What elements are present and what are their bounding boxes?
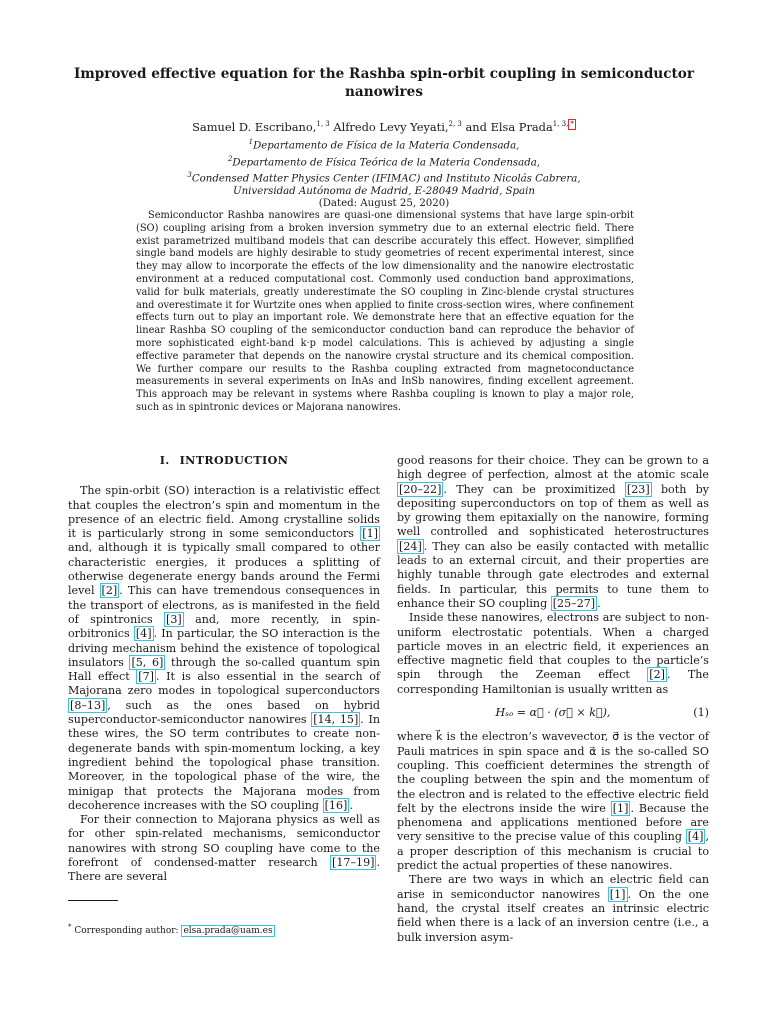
citation-link[interactable]: [7]	[138, 670, 154, 684]
affiliation-sup: 1, 3,	[552, 120, 569, 128]
citation-link[interactable]: [2]	[649, 668, 665, 682]
equation	[397, 706, 709, 720]
equation-expression: Hₛₒ = α⃗ · (σ⃗ × k⃗),	[495, 706, 611, 720]
dated-line: (Dated: August 25, 2020)	[318, 198, 450, 210]
footnote-text: Corresponding author:	[74, 926, 182, 936]
author-conjunction: and	[465, 119, 487, 134]
paragraph: There are two ways in which an electric field can arise in semiconductor nanowires [1] . On the one hand, the crystal itself creates an intrinsic electric field when there is a lack of an inversion centre (i.e., a bulk inversion asym-	[397, 873, 709, 944]
affiliation-text: Departamento de Física Teórica de la Materia Condensada,	[232, 157, 541, 169]
author-name: Elsa Prada	[490, 119, 553, 134]
citation-link[interactable]: [8–13]	[70, 698, 106, 712]
right-column	[397, 454, 709, 945]
footnote-link[interactable]: *	[570, 120, 574, 128]
affiliations	[70, 136, 698, 211]
citation-link[interactable]: [14, 15]	[313, 713, 359, 727]
affiliation-text: Condensed Matter Physics Center (IFIMAC) and Instituto Nicolás Cabrera,	[191, 173, 581, 185]
author-list	[70, 117, 698, 134]
citation-link[interactable]: [1]	[362, 527, 378, 541]
email-link[interactable]: elsa.prada@uam.es	[183, 926, 273, 936]
affiliation-line: Universidad Autónoma de Madrid, E-28049 Madrid, Spain	[233, 186, 535, 198]
section-heading	[68, 454, 380, 468]
author-name: Samuel D. Escribano,	[192, 119, 317, 134]
affiliation-sup: 1	[248, 138, 254, 146]
citation-link[interactable]: [16]	[324, 798, 348, 812]
equation-number: (1)	[693, 706, 709, 720]
citation-link[interactable]: [20–22]	[399, 482, 442, 496]
citation-link[interactable]: [1]	[609, 887, 626, 901]
paragraph: For their connection to Majorana physics as well as for other spin-related mechanisms, semiconductor nanowires with strong SO coupling have come to the forefront of condensed-matter research [17–19] . There are several	[68, 813, 380, 884]
footnote-rule	[68, 900, 118, 901]
section-number: I.	[159, 454, 170, 467]
paragraph: Inside these nanowires, electrons are subject to non-uniform electrostatic potentials. When a charged particle moves in an electric field, it experiences an effective magnetic field that couples to the particle’s spin through the Zeeman effect [2] . The corresponding Hamiltonian is usually written as	[397, 611, 709, 696]
affiliation-line	[70, 169, 698, 186]
paragraph: The spin-orbit (SO) interaction is a relativistic effect that couples the electron’s spin and momentum in the presence of an electric field. Among crystalline solids it is particularly strong in some semiconductors [1] and, although it is typically small compared to other characteristic energies, it produces a splitting of otherwise degenerate energy bands around the Fermi level [2] . This can have tremendous consequences in the transport of electrons, as is manifested in the field of spintronics [3] and, more recently, in spin-orbitronics [4] . In particular, the SO interaction is the driving mechanism behind the existence of topological insulators [5, 6] through the so-called quantum spin Hall effect [7] . It is also essential in the search of Majorana zero modes in topological superconductors [8–13] , such as the ones based on hybrid superconductor-semiconductor nanowires [14, 15] . In these wires, the SO term contributes to create non-degenerate bands with spin-momentum locking, a key ingredient behind the topological phase transition. Moreover, in the topological phase of the wire, the minigap that protects the Majorana modes from decoherence increases with the SO coupling [16] .	[68, 484, 381, 812]
abstract: Semiconductor Rashba nanowires are quasi-one dimensional systems that have large spin-orbit (SO) coupling arising from a broken inversion symmetry due to an external electric field. There exist parametrized multiband models that can describe accurately this effect. However, simplified single band models are highly desirable to study geometries of recent experimental interest, since they may allow to incorporate the effects of the low dimensionality and the nanowire electrostatic environment at a reduced computational cost. Commonly used conduction band approximations, valid for bulk materials, greatly underestimate the SO coupling in Zinc-blende crystal structures and overestimate it for Wurtzite ones when applied to finite cross-section wires, where confinement effects turn out to play an important role. We demonstrate here that an effective equation for the linear Rashba SO coupling of the semiconductor conduction band can reproduce the behavior of more sophisticated eight-band k·p model calculations. This is achieved by adjusting a single effective parameter that depends on the nanowire crystal structure and its chemical composition. We further compare our results to the Rashba coupling extracted from magnetoconductance measurements in several experiments on InAs and InSb nanowires, finding excellent agreement. This approach may be relevant in systems where Rashba coupling is known to play a major role, such as in spintronic devices or Majorana nanowires.	[136, 210, 634, 413]
section-title: INTRODUCTION	[179, 454, 289, 467]
citation-link[interactable]: [23]	[626, 482, 650, 496]
footnote-mark: *	[68, 923, 72, 931]
citation-link[interactable]: [25–27]	[552, 596, 596, 610]
affiliation-sup: 3	[187, 171, 192, 180]
author-name: Alfredo Levy Yeyati,	[333, 119, 449, 134]
affiliation-text: Departamento de Física de la Materia Condensada,	[253, 140, 520, 152]
affiliation-line	[70, 153, 698, 170]
citation-link[interactable]: [3]	[166, 612, 182, 626]
paragraph: good reasons for their choice. They can be grown to a high degree of perfection, almost at the atomic scale [20–22] . They can be proximitized [23] both by depositing superconductors on top of them as well as by growing them epitaxially on the nanowire, forming well controlled and sophisticated heterostructures [24] . They can also be easily contacted with metallic leads to an external circuit, and their properties are highly tunable through gate electrodes and external fields. In particular, this permits to tune them to enhance their SO coupling [25–27] .	[397, 454, 709, 610]
left-column	[68, 454, 380, 885]
citation-link[interactable]: [2]	[101, 584, 118, 598]
citation-link[interactable]: [5, 6]	[131, 655, 164, 669]
citation-link[interactable]: [4]	[687, 830, 704, 844]
affiliation-line	[70, 136, 698, 153]
paper-title: Improved effective equation for the Rashba spin-orbit coupling in semiconductor nanowires	[73, 66, 694, 100]
citation-link[interactable]: [17–19]	[332, 856, 375, 870]
affiliation-sup: 1, 3	[316, 120, 330, 128]
footnote	[68, 921, 275, 937]
paragraph: where k⃗ is the electron’s wavevector, σ⃗ is the vector of Pauli matrices in spin space and α⃗ is the so-called SO coupling. This coefficient determines the strength of the coupling between the spin and the momentum of the electron and is related to the effective electric field felt by the electrons inside the wire [1] . Because the phenomena and applications mentioned before are very sensitive to the precise value of this coupling [4] , a proper description of this mechanism is crucial to predict the actual properties of these nanowires.	[397, 730, 709, 873]
citation-link[interactable]: [24]	[399, 539, 422, 553]
citation-link[interactable]: [4]	[135, 627, 152, 641]
affiliation-sup: 2	[227, 154, 233, 163]
citation-link[interactable]: [1]	[612, 801, 629, 815]
affiliation-sup: 2, 3	[448, 120, 462, 128]
